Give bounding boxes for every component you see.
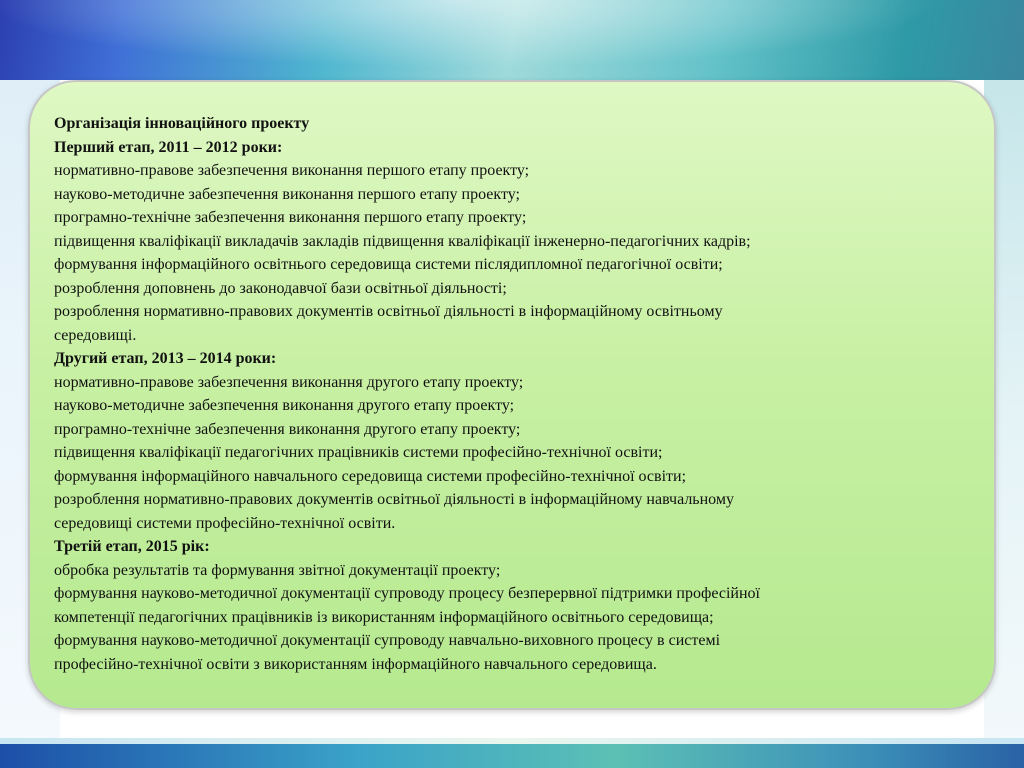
- stage-2-heading: Другий етап, 2013 – 2014 роки:: [54, 350, 277, 367]
- stage-1-heading: Перший етап, 2011 – 2012 роки:: [54, 138, 283, 156]
- stage-3-item: формування науково-методичної документації супроводу процесу безперервної підтримки професійної: [54, 585, 760, 602]
- stage-1-item: формування інформаційного освітнього середовища системи післядипломної педагогічної освіти;: [54, 256, 723, 273]
- stage-2-item: нормативно-правове забезпечення виконання другого етапу проекту;: [54, 373, 524, 391]
- stage-1-item: середовищі.: [54, 326, 137, 344]
- stage-2-item: програмно-технічне забезпечення виконання другого етапу проекту;: [54, 420, 521, 438]
- stage-1-item: науково-методичне забезпечення виконання першого етапу проекту;: [54, 185, 520, 203]
- stage-3-item: професійно-технічної освіти з використанням інформаційного навчального середовища.: [54, 655, 657, 673]
- stage-2-item: розроблення нормативно-правових документів освітньої діяльності в інформаційному навчальному: [54, 491, 734, 508]
- header-decoration-band: [0, 0, 1024, 80]
- stage-2-item: формування інформаційного навчального середовища системи професійно-технічної освіти;: [54, 467, 687, 485]
- stage-3-item: компетенції педагогічних працівників із використанням інформаційного освітнього середовища;: [54, 608, 714, 626]
- stage-2-item: підвищення кваліфікації педагогічних працівників системи професійно-технічної освіти;: [54, 444, 663, 461]
- stage-2-item: середовищі системи професійно-технічної освіти.: [54, 514, 396, 532]
- stage-3-item: обробка результатів та формування звітної документації проекту;: [54, 561, 501, 579]
- stage-1-item: розроблення доповнень до законодавчої бази освітньої діяльності;: [54, 279, 507, 297]
- stage-2-item: науково-методичне забезпечення виконання другого етапу проекту;: [54, 397, 515, 414]
- stage-1-item: нормативно-правове забезпечення виконання першого етапу проекту;: [54, 162, 530, 179]
- stage-3-heading: Третій етап, 2015 рік:: [54, 538, 210, 555]
- slide-text-block: [54, 112, 954, 676]
- stage-1-item: підвищення кваліфікації викладачів закладів підвищення кваліфікації інженерно-педагогічних кадрів;: [54, 232, 751, 250]
- stage-1-item: розроблення нормативно-правових документів освітньої діяльності в інформаційному освітньому: [54, 303, 723, 320]
- stage-1-item: програмно-технічне забезпечення виконання першого етапу проекту;: [54, 209, 527, 226]
- slide-title: Організація інноваційного проекту: [54, 115, 310, 132]
- stage-3-item: формування науково-методичної документації супроводу навчально-виховного процесу в системі: [54, 632, 721, 649]
- footer-decoration-band: [0, 744, 1024, 768]
